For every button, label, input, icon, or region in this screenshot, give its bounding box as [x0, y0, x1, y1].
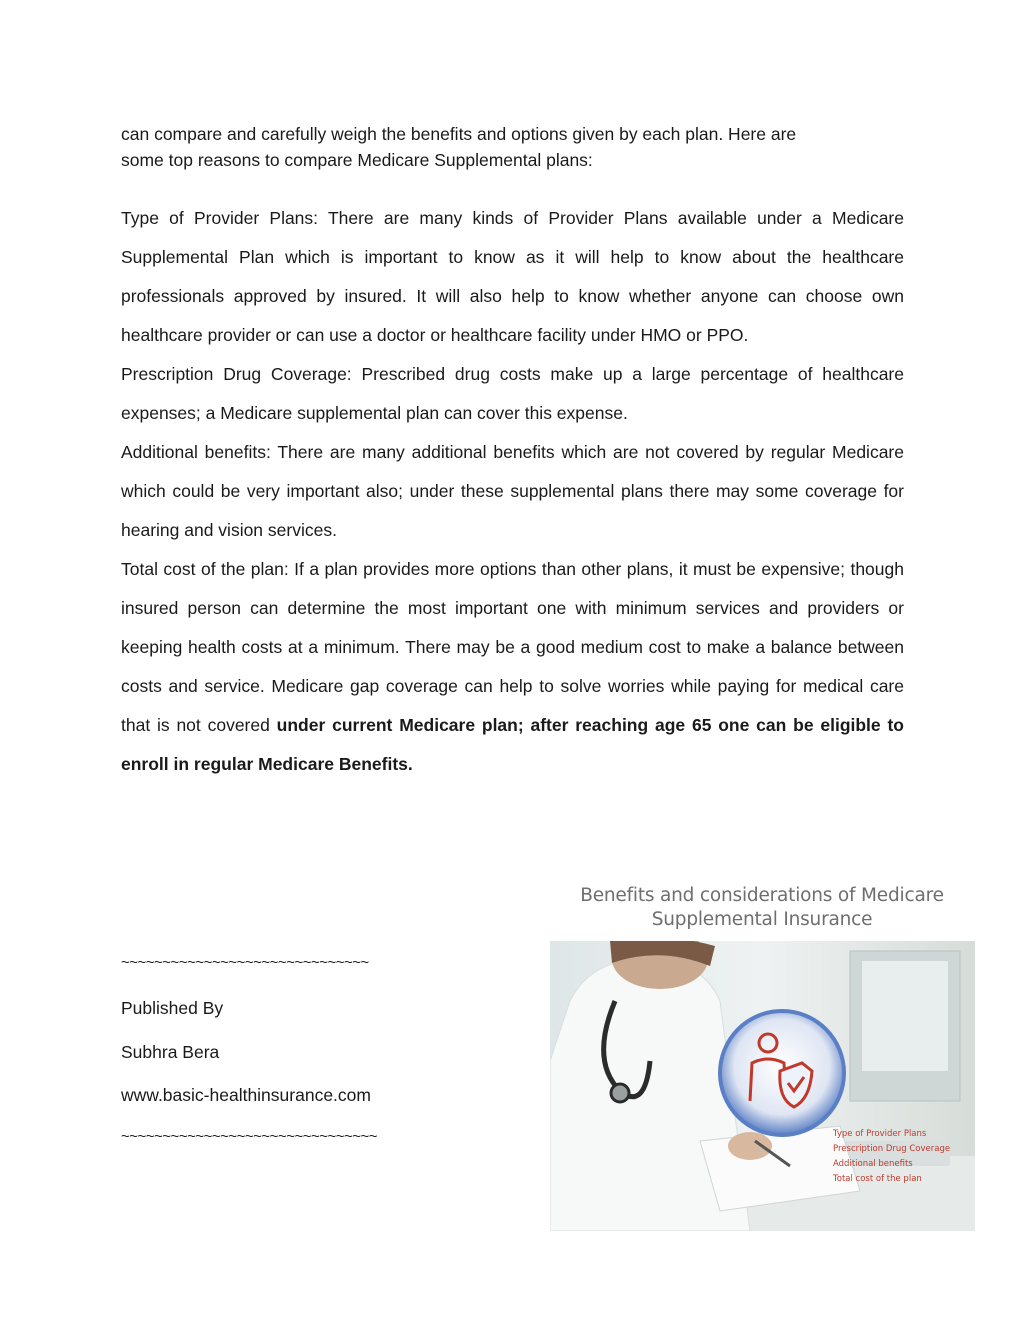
- figure-list-item: Additional benefits: [833, 1159, 913, 1169]
- figure-title: [552, 884, 972, 932]
- intro-line-1: can compare and carefully weigh the benefits and options given by each plan. Here are: [121, 124, 797, 144]
- intro-paragraph: [121, 121, 911, 173]
- doctor-illustration: [550, 941, 975, 1231]
- separator-top: ~~~~~~~~~~~~~~~~~~~~~~~~~~~~~~: [121, 954, 369, 971]
- body-text: [121, 199, 904, 784]
- figure-benefit-list: [833, 1127, 968, 1187]
- additional-benefits-paragraph: Additional benefits: There are many additional benefits which are not covered by regular Medicare which could be very important also; under these supplemental plans there may some coverage for hearing and vision services.: [121, 442, 904, 540]
- separator-bottom: ~~~~~~~~~~~~~~~~~~~~~~~~~~~~~~~: [121, 1128, 378, 1145]
- provider-plans-paragraph: Type of Provider Plans: There are many kinds of Provider Plans available under a Medicare Supplemental Plan which is important to know as it will help to know about the healthcare professionals approved by insured. It will also help to know whether anyone can choose own healthcare provider or can use a doctor or healthcare facility under HMO or PPO.: [121, 208, 904, 345]
- figure-title-line-2: Supplemental Insurance: [651, 909, 873, 930]
- intro-line-2: some top reasons to compare Medicare Supplemental plans:: [121, 150, 593, 170]
- website-link[interactable]: www.basic-healthinsurance.com: [121, 1085, 371, 1105]
- total-cost-paragraph: [121, 550, 904, 784]
- drug-coverage-paragraph: Prescription Drug Coverage: Prescribed drug costs make up a large percentage of healthcare expenses; a Medicare supplemental plan can cover this expense.: [121, 364, 904, 423]
- published-by-label: Published By: [121, 998, 224, 1018]
- figure-list-item: Type of Provider Plans: [833, 1129, 927, 1139]
- author-name: Subhra Bera: [121, 1042, 220, 1062]
- total-cost-bold-text: under current Medicare plan; after reaching age 65 one can be eligible to enroll in regular Medicare Benefits.: [121, 715, 904, 774]
- figure-list-item: Prescription Drug Coverage: [833, 1144, 951, 1154]
- figure-title-line-1: Benefits and considerations of Medicare: [580, 885, 944, 906]
- figure-list-item: Total cost of the plan: [833, 1174, 922, 1184]
- total-cost-text: Total cost of the plan: If a plan provides more options than other plans, it must be expensive; though insured person can determine the most important one with minimum services and providers or keeping health costs at a minimum. There may be a good medium cost to make a balance between costs and service. Medicare gap coverage can help to solve worries while paying for medical care that is not covered: [121, 559, 904, 735]
